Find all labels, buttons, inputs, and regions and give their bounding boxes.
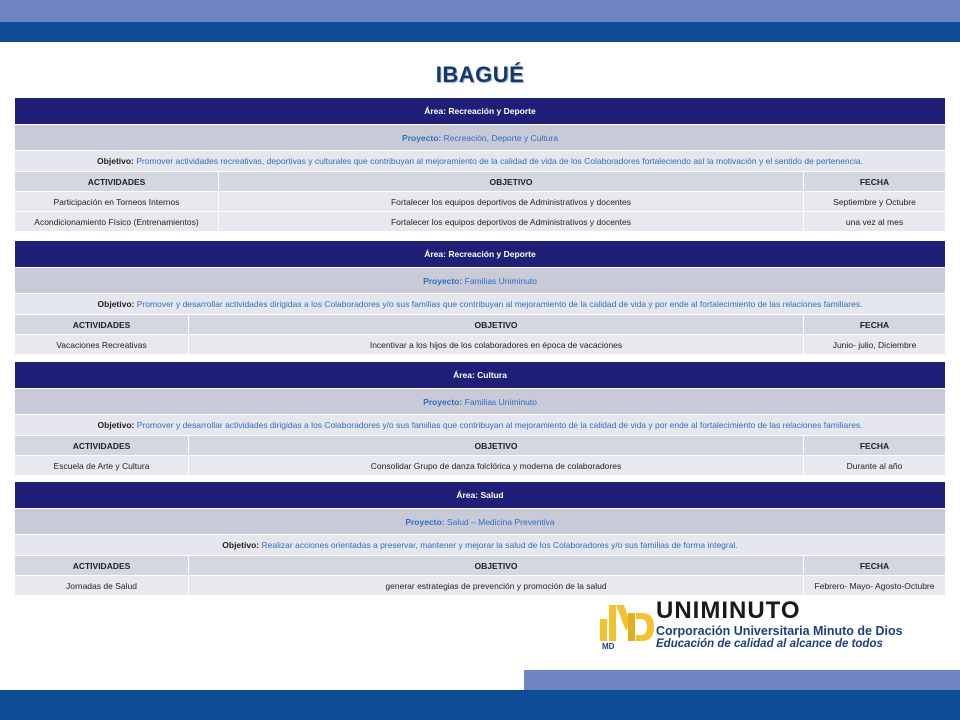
cell-fecha: Febrero- Mayo- Agosto-Octubre xyxy=(803,576,945,595)
col-actividades-header: ACTIVIDADES xyxy=(72,319,131,330)
proyecto-row xyxy=(15,388,945,414)
logo-line1: Corporación Universitaria Minuto de Dios xyxy=(656,624,903,638)
monogram-text: MD xyxy=(602,642,615,651)
col-fecha-header: FECHA xyxy=(803,436,945,455)
top-band-dark xyxy=(0,22,960,42)
col-actividades-header: ACTIVIDADES xyxy=(72,440,131,451)
table-row xyxy=(15,575,945,595)
uniminuto-logo xyxy=(598,597,928,653)
cell-objetivo: Incentivar a los hijos de los colaboradores en época de vacaciones xyxy=(188,335,803,354)
page-title: IBAGUÉ xyxy=(435,62,525,87)
table-header-row xyxy=(15,171,945,191)
objetivo-value: Promover y desarrollar actividades dirigidas a los Colaboradores y/o sus familias que contribuyan al mejoramiento de la calidad de vida y por ende al fortalecimiento de las relaciones familiares. xyxy=(136,299,863,309)
cell-fecha: Durante al año xyxy=(803,456,945,475)
top-band-light xyxy=(0,0,960,22)
table-row xyxy=(15,191,945,211)
area-label: Área: xyxy=(424,249,446,259)
proyecto-label: Proyecto: xyxy=(423,396,463,407)
proyecto-value: Familias Uniminuto xyxy=(464,396,537,407)
table-row xyxy=(15,455,945,475)
cell-actividad: Escuela de Arte y Cultura xyxy=(53,460,150,471)
cell-actividad: Vacaciones Recreativas xyxy=(56,339,147,350)
logo-name: UNIMINUTO xyxy=(656,597,801,624)
table-header-row xyxy=(15,435,945,455)
col-actividades-header: ACTIVIDADES xyxy=(72,560,131,571)
col-objetivo-header: OBJETIVO xyxy=(188,436,803,455)
proyecto-value: Salud – Medicina Preventiva xyxy=(446,516,555,527)
area-label: Área: xyxy=(424,106,446,116)
objetivo-row xyxy=(15,534,945,555)
area-row xyxy=(15,98,945,124)
bottom-band-dark xyxy=(0,690,960,720)
col-fecha-header: FECHA xyxy=(803,315,945,334)
col-objetivo-header: OBJETIVO xyxy=(188,315,803,334)
objetivo-label: Objetivo: xyxy=(97,299,135,309)
area-label: Área: xyxy=(453,370,475,380)
cell-objetivo: Consolidar Grupo de danza folclórica y moderna de colaboradores xyxy=(188,456,803,475)
section-recreacion-deporte-2 xyxy=(15,241,945,354)
proyecto-value: Recreación, Deporte y Cultura xyxy=(443,132,558,143)
proyecto-label: Proyecto: xyxy=(402,132,442,143)
objetivo-value: Promover actividades recreativas, deportivas y culturales que contribuyan al mejoramiento de la calidad de vida de los Colaboradores fortaleciendo así la motivación y el sentido de pertenencia. xyxy=(136,156,863,166)
area-label: Área: xyxy=(456,490,479,500)
cell-actividad: Participación en Torneos Internos xyxy=(53,196,180,207)
section-recreacion-deporte-1 xyxy=(15,98,945,231)
objetivo-row xyxy=(15,414,945,435)
objetivo-label: Objetivo: xyxy=(97,420,135,430)
section-cultura xyxy=(15,362,945,475)
table-header-row xyxy=(15,555,945,575)
area-value: Recreación y Deporte xyxy=(448,106,536,116)
section-salud xyxy=(15,482,945,595)
col-objetivo-header: OBJETIVO xyxy=(218,172,803,191)
col-fecha-header: FECHA xyxy=(803,556,945,575)
area-row xyxy=(15,482,945,508)
objetivo-row xyxy=(15,293,945,314)
proyecto-label: Proyecto: xyxy=(405,516,445,527)
area-row xyxy=(15,362,945,388)
area-value: Recreación y Deporte xyxy=(448,249,536,259)
table-header-row xyxy=(15,314,945,334)
md-monogram-icon xyxy=(598,597,656,653)
cell-actividad: Jornadas de Salud xyxy=(66,580,137,591)
proyecto-value: Familias Uniminuto xyxy=(464,275,537,286)
objetivo-label: Objetivo: xyxy=(222,540,260,550)
table-row xyxy=(15,334,945,354)
logo-line2: Educación de calidad al alcance de todos xyxy=(656,638,883,650)
objetivo-row xyxy=(15,150,945,171)
objetivo-label: Objetivo: xyxy=(97,156,134,166)
col-fecha-header: FECHA xyxy=(803,172,945,191)
area-value: Cultura xyxy=(477,370,507,380)
area-row xyxy=(15,241,945,267)
table-row xyxy=(15,211,945,231)
proyecto-row xyxy=(15,267,945,293)
cell-fecha: Junio- julio, Diciembre xyxy=(803,335,945,354)
cell-objetivo: generar estrategias de prevención y promoción de la salud xyxy=(188,576,803,595)
col-actividades-header: ACTIVIDADES xyxy=(87,176,146,187)
area-value: Salud xyxy=(480,490,504,500)
cell-objetivo: Fortalecer los equipos deportivos de Administrativos y docentes xyxy=(218,192,803,211)
proyecto-row xyxy=(15,124,945,150)
cell-fecha: una vez al mes xyxy=(803,212,945,231)
cell-actividad: Acondicionamiento Físico (Entrenamientos) xyxy=(34,216,199,227)
objetivo-value: Realizar acciones orientadas a preservar, mantener y mejorar la salud de los Colaboradores y/o sus familias de forma integral. xyxy=(261,540,738,550)
bottom-band-light xyxy=(524,670,960,690)
cell-fecha: Septiembre y Octubre xyxy=(803,192,945,211)
col-objetivo-header: OBJETIVO xyxy=(188,556,803,575)
proyecto-label: Proyecto: xyxy=(423,275,463,286)
proyecto-row xyxy=(15,508,945,534)
cell-objetivo: Fortalecer los equipos deportivos de Administrativos y docentes xyxy=(218,212,803,231)
objetivo-value: Promover y desarrollar actividades dirigidas a los Colaboradores y/o sus familias que contribuyan al mejoramiento de la calidad de vida y por ende al fortalecimiento de las relaciones familiares. xyxy=(136,420,863,430)
